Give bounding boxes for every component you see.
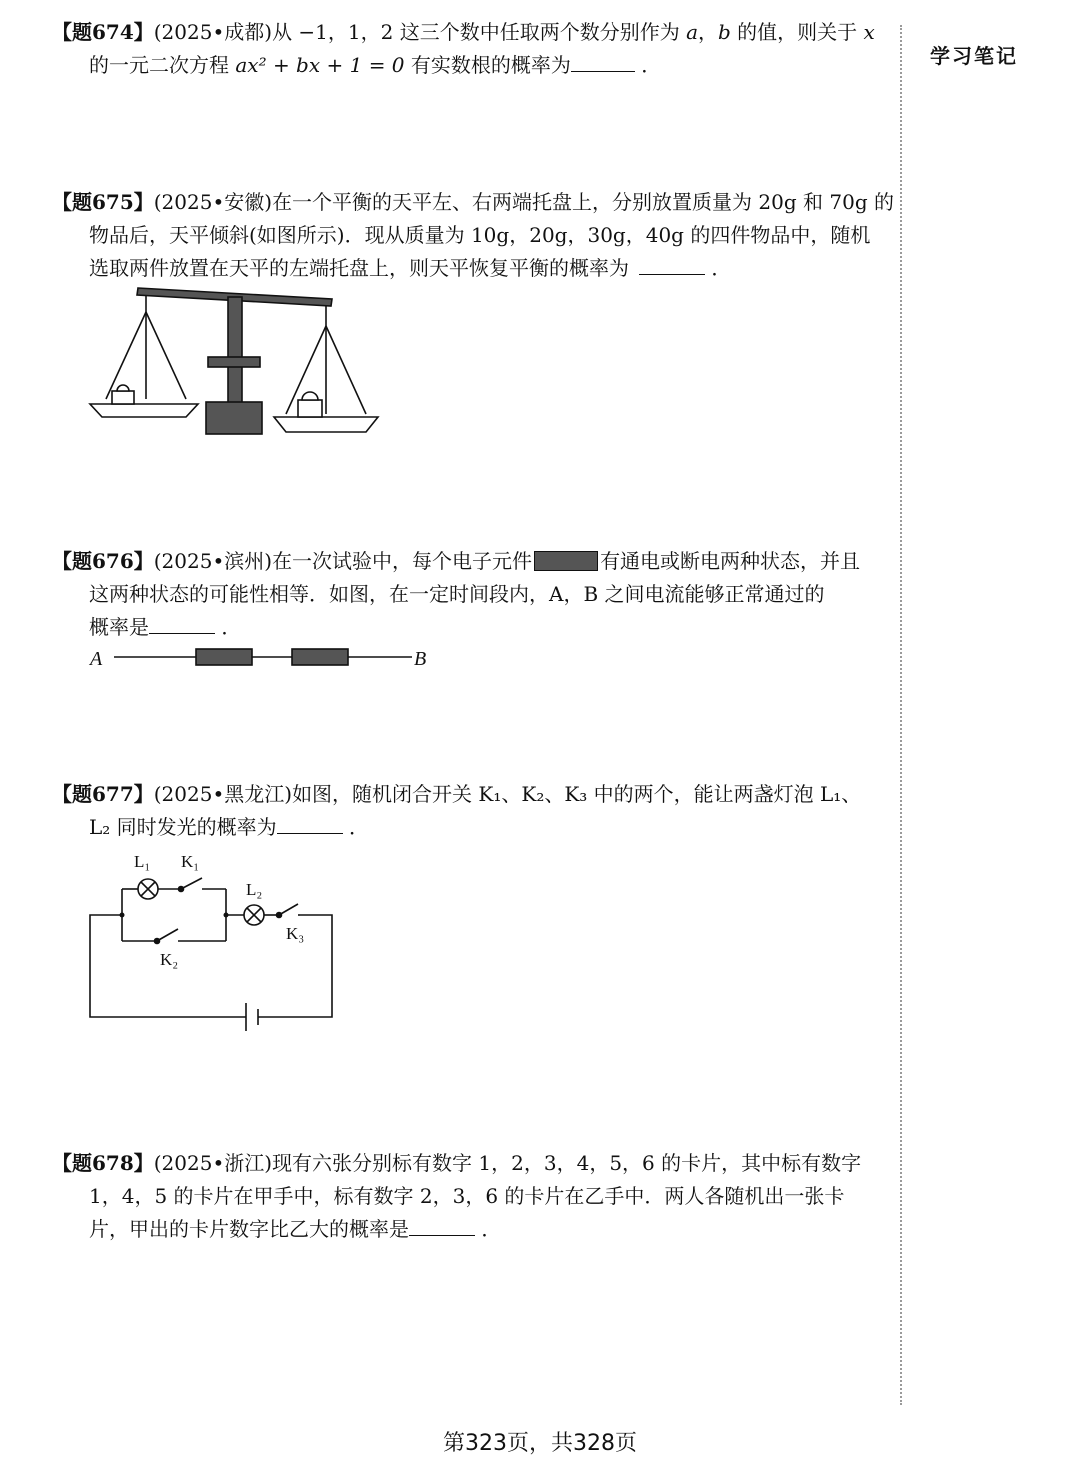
- problem-text: 概率是: [89, 615, 149, 639]
- circuit-figure: [86, 845, 346, 1035]
- problem-text: 选取两件放置在天平的左端托盘上，则天平恢复平衡的概率为: [89, 256, 629, 280]
- problem-text: 片，甲出的卡片数字比乙大的概率是: [89, 1217, 409, 1241]
- left-weight: [112, 391, 134, 404]
- problem-source: (2025•黑龙江): [153, 782, 293, 806]
- equation: ax² + bx + 1 = 0: [235, 53, 405, 77]
- problem-675: 【题675】(2025•安徽)在一个平衡的天平左、右两端托盘上，分别放置质量为 20g 和 70g 的 物品后，天平倾斜(如图所示)．现从质量为 10g，20g，30g，40g 的四件物品中，随机 选取两件放置在天平的左端托盘上，则天平恢复平衡的概率为 ．: [52, 190, 894, 280]
- problem-text: 如图，随机闭合开关 K₁、K₂、K₃ 中的两个，能让两盏灯泡 L₁、: [292, 782, 862, 806]
- problem-number: 【题675】: [52, 190, 154, 214]
- series-circuit-figure: [88, 643, 448, 673]
- label-l1: L₁: [134, 852, 151, 871]
- problem-text: L₂ 同时发光的概率为: [89, 815, 277, 839]
- problem-676: 【题676】(2025•滨州)在一次试验中，每个电子元件 有通电或断电两种状态，并且 这两种状态的可能性相等．如图，在一定时间段内，A，B 之间电流能够正常通过的 概率是 ．: [52, 549, 861, 639]
- problem-text: 这两种状态的可能性相等．如图，在一定时间段内，A，B 之间电流能够正常通过的: [89, 582, 825, 606]
- problem-text: 的一元二次方程: [89, 53, 236, 77]
- label-a: A: [90, 648, 103, 670]
- answer-blank[interactable]: [639, 256, 705, 275]
- answer-blank[interactable]: [571, 53, 635, 72]
- problem-number: 【题676】: [52, 549, 154, 573]
- problem-677: 【题677】(2025•黑龙江)如图，随机闭合开关 K₁、K₂、K₃ 中的两个，能让两盏灯泡 L₁、 L₂ 同时发光的概率为 ．: [52, 782, 862, 839]
- balance-base: [206, 402, 262, 434]
- answer-blank[interactable]: [149, 615, 215, 634]
- component-1: [196, 649, 252, 665]
- problem-text: 在一个平衡的天平左、右两端托盘上，分别放置质量为 20g 和 70g 的: [272, 190, 894, 214]
- balance-figure: [86, 284, 386, 439]
- problem-text: 在一次试验中，每个电子元件: [272, 549, 533, 573]
- label-l2: L₂: [246, 880, 263, 899]
- problem-text: 从 −1，1，2 这三个数中任取两个数分别作为: [272, 20, 687, 44]
- label-b: B: [414, 648, 427, 670]
- right-weight: [298, 400, 322, 417]
- problem-number: 【题674】: [52, 20, 154, 44]
- problem-text: 1，4，5 的卡片在甲手中，标有数字 2，3，6 的卡片在乙手中．两人各随机出一张卡: [89, 1184, 845, 1208]
- problem-number: 【题678】: [52, 1151, 154, 1175]
- problem-source: (2025•滨州): [153, 549, 273, 573]
- page-footer: 第323页，共328页: [443, 1431, 637, 1456]
- label-k2: K₂: [160, 950, 179, 969]
- balance-crossbar: [208, 357, 260, 367]
- problem-678: 【题678】(2025•浙江)现有六张分别标有数字 1，2，3，4，5，6 的卡片，其中标有数字 1，4，5 的卡片在甲手中，标有数字 2，3，6 的卡片在乙手中．两人各随机出一张卡 片，甲出的卡片数字比乙大的概率是 ．: [52, 1151, 862, 1241]
- label-k1: K₁: [181, 852, 200, 871]
- problem-source: (2025•安徽): [153, 190, 273, 214]
- component-2: [292, 649, 348, 665]
- problem-source: (2025•成都): [153, 20, 273, 44]
- problem-674: 【题674】(2025•成都)从 −1，1，2 这三个数中任取两个数分别作为 a，b 的值，则关于 x 的一元二次方程 ax² + bx + 1 = 0 有实数根的概率为 ．: [52, 20, 875, 77]
- right-pan: [274, 417, 378, 432]
- electronic-component-icon: [534, 551, 598, 571]
- problem-text: 现有六张分别标有数字 1，2，3，4，5，6 的卡片，其中标有数字: [272, 1151, 862, 1175]
- answer-blank[interactable]: [277, 815, 343, 834]
- left-pan: [90, 404, 198, 417]
- label-k3: K₃: [286, 924, 305, 943]
- notes-divider: [900, 25, 902, 1405]
- notes-title: 学习笔记: [930, 44, 1018, 68]
- problem-text: 物品后，天平倾斜(如图所示)．现从质量为 10g，20g，30g，40g 的四件物品中，随机: [89, 223, 871, 247]
- problem-number: 【题677】: [52, 782, 154, 806]
- problem-source: (2025•浙江): [153, 1151, 273, 1175]
- answer-blank[interactable]: [409, 1217, 475, 1236]
